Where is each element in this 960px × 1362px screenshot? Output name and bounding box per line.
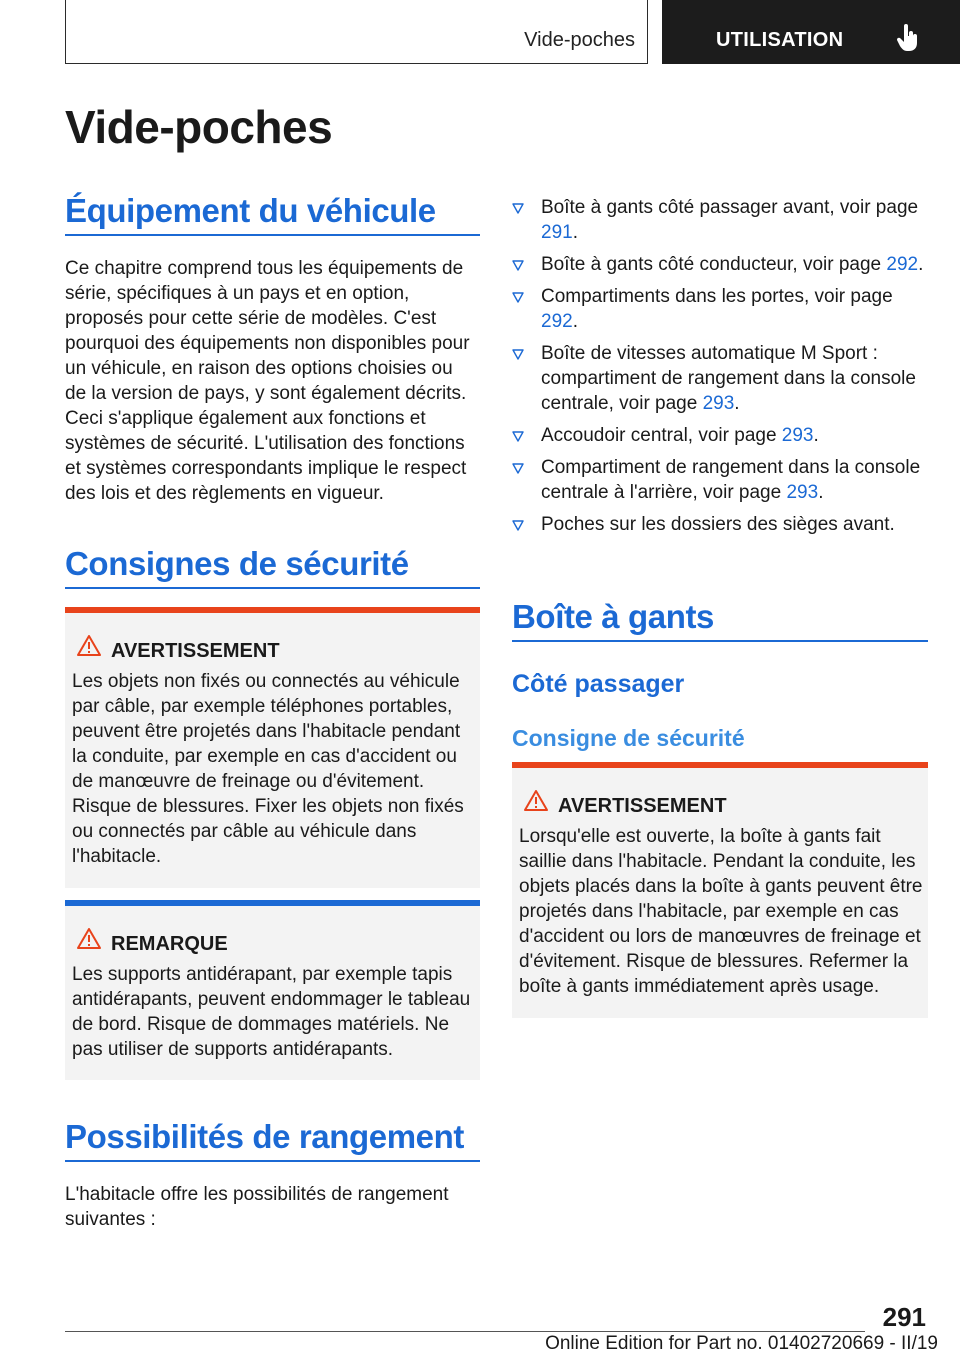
footer-text: Online Edition for Part no. 01402720669 - II/19 — [545, 1333, 938, 1354]
equipment-rule — [65, 234, 480, 236]
list-item-text: Boîte à gants côté conducteur, voir page — [541, 254, 887, 275]
warning-label: AVERTISSEMENT — [111, 640, 280, 662]
glovebox-warning-text: Lorsqu'elle est ouverte, la boîte à gants fait saillie dans l'habitacle. Pendant la conduite, les objets placés dans la boîte à gants peuvent être projetés dans l'habitacle, par exemple en cas d'accident ou lors de manœuvres de freinage et d'évitement. Risque de blessures. Refermer la boîte à gants immédiatement après usage. — [519, 826, 923, 997]
glovebox-warning-label: AVERTISSEMENT — [558, 795, 727, 817]
warning-triangle-icon — [76, 634, 102, 657]
page-link[interactable]: 293 — [786, 482, 819, 503]
list-item: Boîte à gants côté passager avant, voir page 291. — [512, 195, 928, 245]
footer-rule — [65, 1331, 865, 1332]
equipment-heading: Équipement du véhicule — [65, 192, 436, 229]
page-link[interactable]: 292 — [541, 311, 573, 332]
warning-bar — [65, 607, 480, 613]
glovebox-warning-bar — [512, 762, 928, 768]
triangle-bullet-icon — [512, 462, 524, 474]
list-item — [512, 512, 928, 537]
glovebox-warning-triangle-icon — [523, 789, 549, 812]
header-chapter-label: UTILISATION — [716, 29, 844, 51]
storage-rule — [65, 1160, 480, 1162]
safety-heading: Consignes de sécurité — [65, 545, 409, 582]
list-item-text: Compartiment de rangement dans la console centrale à l'arrière, voir page — [541, 457, 921, 503]
glovebox-heading: Boîte à gants — [512, 598, 715, 635]
triangle-bullet-icon — [512, 519, 524, 531]
page-link[interactable]: 293 — [702, 393, 735, 414]
storage-text: L'habitacle offre les possibilités de rangement suivantes : — [65, 1184, 449, 1230]
triangle-bullet-icon — [512, 202, 524, 214]
triangle-bullet-icon — [512, 291, 524, 303]
page-link[interactable]: 292 — [886, 254, 919, 275]
glovebox-warning-box — [512, 762, 928, 1018]
page-number: 291 — [882, 1302, 926, 1332]
list-item-text: Boîte à gants côté passager avant, voir page — [541, 197, 919, 218]
note-text: Les supports antidérapant, par exemple tapis antidérapants, peuvent endommager le tableau de bord. Risque de dommages matériels. Ne pas utiliser de supports antidérapants. — [72, 964, 471, 1060]
triangle-bullet-icon — [512, 259, 524, 271]
list-item: Compartiments dans les portes, voir page 292. — [512, 284, 928, 334]
passenger-heading: Côté passager — [512, 670, 685, 698]
glovebox-rule — [512, 640, 928, 642]
list-item-text: Accoudoir central, voir page — [541, 425, 782, 446]
equipment-text: Ce chapitre comprend tous les équipements de série, spécifiques à un pays et en option, proposés pour cette série de modèles. C'est pourquoi des équipements non disponibles pour un véhicule, en raison des options choisies ou de la version de pays, y sont également décrits. Ceci s'applique également aux fonctions et systèmes de sécurité. L'utilisation des fonctions et systèmes correspondants implique le respect des lois et des règlements en vigueur. — [65, 258, 470, 504]
list-item: Compartiment de rangement dans la console centrale à l'arrière, voir page 293. — [512, 455, 928, 505]
header-section-tab — [65, 0, 648, 64]
note-triangle-icon — [76, 927, 102, 950]
list-item-text: Boîte de vitesses automatique M Sport : compartiment de rangement dans la console centrale, voir page — [541, 343, 916, 414]
list-item-text: Poches sur les dossiers des sièges avant. — [541, 514, 895, 535]
storage-list — [512, 195, 928, 544]
page-title: Vide-poches — [65, 101, 333, 153]
safety-rule — [65, 587, 480, 589]
note-label: REMARQUE — [111, 933, 228, 955]
storage-heading: Possibilités de rangement — [65, 1118, 464, 1155]
triangle-bullet-icon — [512, 348, 524, 360]
safety-subheading: Consigne de sécurité — [512, 725, 745, 751]
header-chapter-tab — [662, 0, 960, 64]
triangle-bullet-icon — [512, 430, 524, 442]
note-box — [65, 900, 480, 1080]
list-item: Boîte de vitesses automatique M Sport : compartiment de rangement dans la console centrale, voir page 293. — [512, 341, 928, 416]
list-item: Boîte à gants côté conducteur, voir page 292. — [512, 252, 928, 277]
header-section-label: Vide-poches — [524, 29, 635, 51]
page-link[interactable]: 291 — [541, 222, 573, 243]
list-item-text: Compartiments dans les portes, voir page — [541, 286, 893, 307]
page-link[interactable]: 293 — [781, 425, 814, 446]
list-item: Accoudoir central, voir page 293. — [512, 423, 928, 448]
warning-box — [65, 607, 480, 888]
hand-pointer-icon — [896, 24, 920, 52]
warning-text: Les objets non fixés ou connectés au véhicule par câble, par exemple téléphones portables, peuvent être projetés dans l'habitacle pendant la conduite, par exemple en cas d'accident ou de manœuvre de freinage ou d'évitement. Risque de blessures. Fixer les objets non fixés ou connectés par câble au véhicule dans l'habitacle. — [72, 671, 464, 867]
note-bar — [65, 900, 480, 906]
